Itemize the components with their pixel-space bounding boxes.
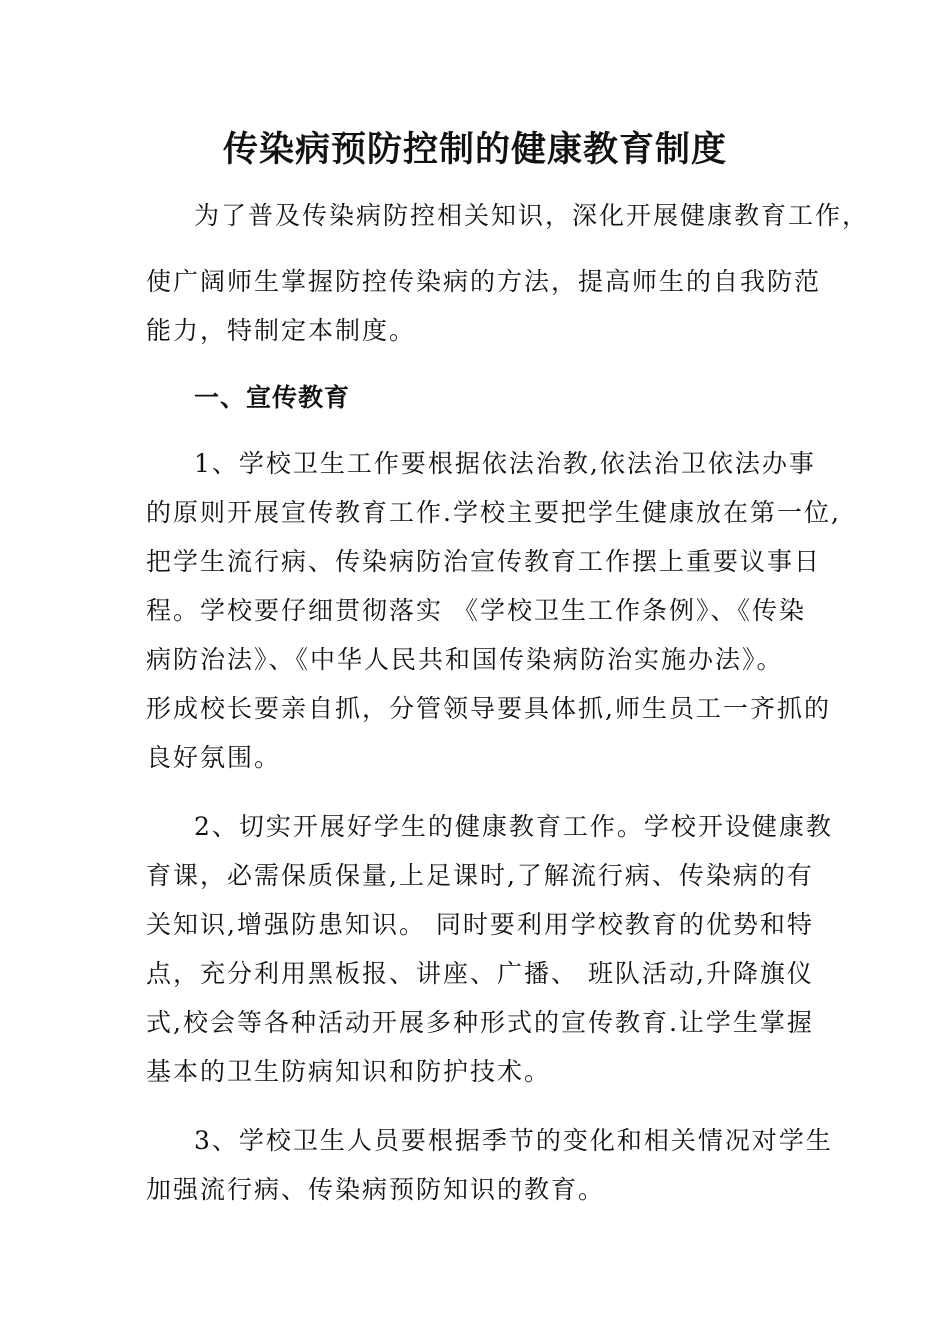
intro-line: 使广阔师生掌握防控传染病的方法，提高师生的自我防范 — [146, 267, 822, 296]
paragraph-line: 良好氛围。 — [146, 743, 282, 772]
paragraph-line: 式,校会等各种活动开展多种形式的宣传教育.让学生掌握 — [146, 1008, 814, 1037]
intro-line: 能力，特制定本制度。 — [146, 316, 417, 345]
paragraph-line: 3、学校卫生人员要根据季节的变化和相关情况对学生 — [194, 1126, 833, 1155]
paragraph-line: 病防治法》、《中华人民共和国传染病防治实施办法》。 — [146, 645, 784, 674]
paragraph-line: 形成校长要亲自抓，分管领导要具体抓,师生员工一齐抓的 — [146, 694, 831, 723]
paragraph-line: 2、切实开展好学生的健康教育工作。学校开设健康教 — [194, 812, 833, 841]
paragraph-line: 程。学校要仔细贯彻落实 《学校卫生工作条例》、《传染 — [146, 596, 806, 625]
paragraph-line: 育课，必需保质保量,上足课时,了解流行病、传染病的有 — [146, 861, 814, 890]
paragraph-line: 把学生流行病、传染病防治宣传教育工作摆上重要议事日 — [146, 547, 822, 576]
section-heading: 一、宣传教育 — [194, 383, 351, 412]
paragraph-line: 关知识,增强防患知识。 同时要利用学校教育的优势和特 — [146, 910, 814, 939]
intro-line: 为了普及传染病防控相关知识，深化开展健康教育工作， — [194, 201, 870, 230]
paragraph-line: 基本的卫生防病知识和防护技术。 — [146, 1057, 552, 1086]
paragraph-line: 加强流行病、传染病预防知识的教育。 — [146, 1175, 606, 1204]
paragraph-line: 1、学校卫生工作要根据依法治教,依法治卫依法办事 — [194, 449, 816, 478]
paragraph-line: 点，充分利用黑板报、讲座、广播、 班队活动,升降旗仪 — [146, 959, 814, 988]
paragraph-line: 的原则开展宣传教育工作.学校主要把学生健康放在第一位, — [146, 498, 841, 527]
document-title: 传染病预防控制的健康教育制度 — [222, 129, 727, 170]
